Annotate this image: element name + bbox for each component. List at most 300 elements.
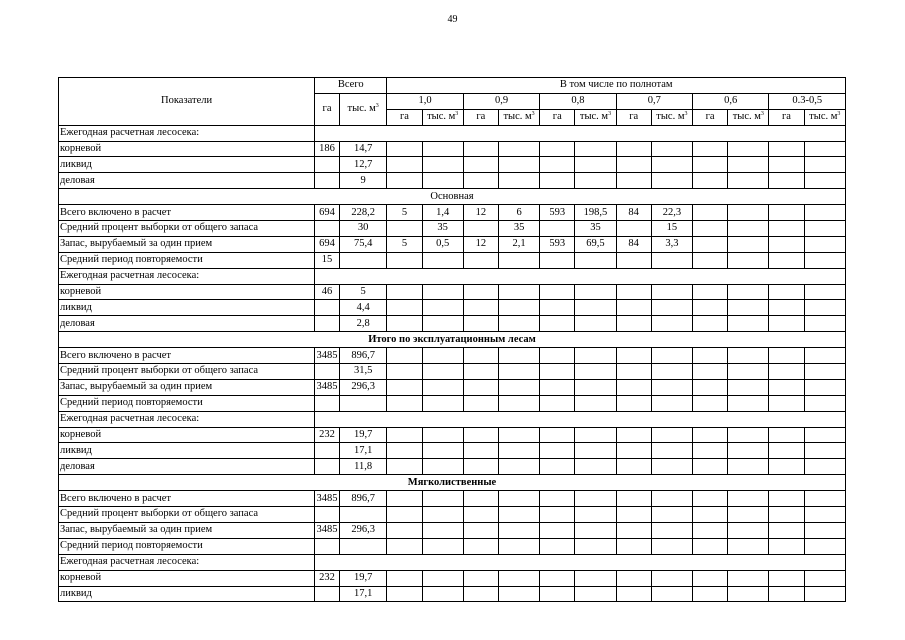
table-cell bbox=[315, 157, 340, 173]
row-label: ликвид bbox=[59, 300, 315, 316]
table-cell bbox=[422, 157, 463, 173]
table-cell bbox=[463, 507, 498, 523]
table-cell bbox=[769, 252, 804, 268]
page-number: 49 bbox=[447, 14, 458, 25]
table-cell bbox=[463, 284, 498, 300]
table-cell bbox=[693, 570, 728, 586]
density-ha-header: га bbox=[616, 109, 651, 125]
table-cell bbox=[616, 507, 651, 523]
table-row bbox=[59, 348, 846, 364]
table-cell bbox=[387, 443, 422, 459]
row-label: ликвид bbox=[59, 586, 315, 602]
table-cell bbox=[693, 141, 728, 157]
table-cell bbox=[463, 348, 498, 364]
table-cell bbox=[616, 157, 651, 173]
table-cell bbox=[693, 427, 728, 443]
table-cell bbox=[422, 443, 463, 459]
table-cell bbox=[575, 348, 616, 364]
table-cell: 30 bbox=[339, 221, 387, 237]
table-cell bbox=[769, 427, 804, 443]
table-cell bbox=[575, 252, 616, 268]
density-m3-header: тыс. $м^3$ bbox=[728, 109, 769, 125]
table-cell bbox=[463, 586, 498, 602]
table-cell bbox=[463, 538, 498, 554]
table-cell: 296,3 bbox=[339, 522, 387, 538]
table-cell bbox=[728, 522, 769, 538]
table-cell bbox=[616, 348, 651, 364]
table-cell bbox=[575, 443, 616, 459]
row-label: Всего включено в расчет bbox=[59, 491, 315, 507]
table-cell bbox=[651, 157, 692, 173]
table-cell bbox=[769, 507, 804, 523]
table-cell bbox=[498, 491, 539, 507]
table-cell bbox=[575, 586, 616, 602]
table-cell bbox=[315, 300, 340, 316]
table-cell bbox=[651, 538, 692, 554]
table-row bbox=[59, 522, 846, 538]
table-cell bbox=[804, 284, 845, 300]
table-row bbox=[59, 284, 846, 300]
table-cell bbox=[728, 252, 769, 268]
density-m3-header: тыс. $м^3$ bbox=[498, 109, 539, 125]
table-cell bbox=[498, 173, 539, 189]
table-cell bbox=[422, 141, 463, 157]
table-cell bbox=[339, 395, 387, 411]
row-label: Средний период повторяемости bbox=[59, 252, 315, 268]
table-cell bbox=[498, 157, 539, 173]
table-header bbox=[59, 78, 846, 126]
table-cell bbox=[540, 221, 575, 237]
table-cell bbox=[651, 586, 692, 602]
table-row bbox=[59, 507, 846, 523]
table-cell: 17,1 bbox=[339, 586, 387, 602]
table-cell bbox=[804, 538, 845, 554]
table-body bbox=[59, 125, 846, 602]
table-cell bbox=[693, 173, 728, 189]
table-row bbox=[59, 252, 846, 268]
table-cell bbox=[540, 284, 575, 300]
table-cell: 9 bbox=[339, 173, 387, 189]
table-cell bbox=[728, 300, 769, 316]
table-cell bbox=[540, 141, 575, 157]
table-cell bbox=[498, 427, 539, 443]
table-cell bbox=[387, 427, 422, 443]
table-row bbox=[59, 268, 846, 284]
table-cell bbox=[315, 443, 340, 459]
table-cell bbox=[387, 364, 422, 380]
table-cell bbox=[616, 427, 651, 443]
table-cell bbox=[728, 364, 769, 380]
table-cell: 3,3 bbox=[651, 236, 692, 252]
table-cell bbox=[339, 252, 387, 268]
table-cell: 3485 bbox=[315, 348, 340, 364]
row-label: деловая bbox=[59, 173, 315, 189]
table-cell: 186 bbox=[315, 141, 340, 157]
table-cell bbox=[769, 395, 804, 411]
table-cell bbox=[728, 348, 769, 364]
table-cell bbox=[422, 379, 463, 395]
table-cell bbox=[693, 364, 728, 380]
row-label: Запас, вырубаемый за один прием bbox=[59, 522, 315, 538]
table-cell: 3485 bbox=[315, 379, 340, 395]
table-cell bbox=[575, 538, 616, 554]
table-cell bbox=[540, 538, 575, 554]
table-cell bbox=[463, 459, 498, 475]
density-group-header: 0,6 bbox=[693, 93, 769, 109]
table-cell bbox=[616, 221, 651, 237]
table-cell bbox=[498, 538, 539, 554]
table-cell bbox=[575, 141, 616, 157]
table-cell bbox=[463, 427, 498, 443]
table-cell bbox=[422, 395, 463, 411]
table-cell bbox=[387, 459, 422, 475]
table-cell bbox=[315, 173, 340, 189]
table-cell bbox=[693, 443, 728, 459]
table-cell: 17,1 bbox=[339, 443, 387, 459]
table-cell bbox=[575, 364, 616, 380]
table-cell bbox=[616, 252, 651, 268]
table-cell bbox=[769, 379, 804, 395]
table-cell bbox=[616, 443, 651, 459]
table-cell bbox=[769, 586, 804, 602]
table-cell bbox=[315, 221, 340, 237]
table-cell bbox=[769, 570, 804, 586]
section-title: Мягколиственные bbox=[59, 475, 846, 491]
table-cell bbox=[463, 443, 498, 459]
table-cell: 5 bbox=[339, 284, 387, 300]
table-cell bbox=[728, 221, 769, 237]
table-cell bbox=[498, 570, 539, 586]
table-cell bbox=[387, 522, 422, 538]
total-ha-header: га bbox=[315, 93, 340, 125]
table-cell bbox=[728, 173, 769, 189]
table-cell bbox=[769, 141, 804, 157]
table-cell: 232 bbox=[315, 570, 340, 586]
table-cell bbox=[728, 491, 769, 507]
density-m3-header: тыс. $м^3$ bbox=[651, 109, 692, 125]
table-cell: 593 bbox=[540, 205, 575, 221]
table-cell bbox=[387, 173, 422, 189]
table-cell bbox=[463, 252, 498, 268]
table-cell bbox=[339, 538, 387, 554]
table-cell bbox=[804, 395, 845, 411]
row-label: корневой bbox=[59, 570, 315, 586]
table-cell bbox=[693, 221, 728, 237]
table-cell bbox=[315, 538, 340, 554]
table-cell bbox=[315, 364, 340, 380]
table-cell bbox=[540, 364, 575, 380]
table-cell bbox=[387, 586, 422, 602]
indicators-header: Показатели bbox=[59, 78, 315, 126]
table-cell bbox=[540, 427, 575, 443]
table-cell bbox=[804, 252, 845, 268]
table-row bbox=[59, 221, 846, 237]
table-cell bbox=[422, 522, 463, 538]
table-cell: 15 bbox=[315, 252, 340, 268]
table-cell bbox=[498, 141, 539, 157]
row-label: корневой bbox=[59, 427, 315, 443]
table-cell bbox=[498, 443, 539, 459]
table-cell: 593 bbox=[540, 236, 575, 252]
density-ha-header: га bbox=[769, 109, 804, 125]
density-m3-header: тыс. $м^3$ bbox=[422, 109, 463, 125]
table-cell bbox=[693, 395, 728, 411]
table-cell: 896,7 bbox=[339, 491, 387, 507]
table-cell: 232 bbox=[315, 427, 340, 443]
density-group-header: 1,0 bbox=[387, 93, 463, 109]
table-cell: 84 bbox=[616, 236, 651, 252]
table-cell bbox=[575, 379, 616, 395]
table-cell bbox=[769, 316, 804, 332]
table-cell bbox=[804, 205, 845, 221]
table-cell: 694 bbox=[315, 236, 340, 252]
table-cell bbox=[540, 348, 575, 364]
table-cell: 4,4 bbox=[339, 300, 387, 316]
row-label: деловая bbox=[59, 316, 315, 332]
table-cell bbox=[769, 205, 804, 221]
row-label: деловая bbox=[59, 459, 315, 475]
table-cell: 6 bbox=[498, 205, 539, 221]
table-cell bbox=[693, 157, 728, 173]
table-cell bbox=[463, 157, 498, 173]
table-cell bbox=[651, 348, 692, 364]
table-cell bbox=[651, 364, 692, 380]
table-cell bbox=[616, 538, 651, 554]
table-row bbox=[59, 364, 846, 380]
table-cell bbox=[693, 586, 728, 602]
table-row bbox=[59, 173, 846, 189]
table-row bbox=[59, 570, 846, 586]
table-cell bbox=[651, 570, 692, 586]
table-cell bbox=[728, 157, 769, 173]
table-cell bbox=[463, 221, 498, 237]
table-cell bbox=[315, 395, 340, 411]
table-cell bbox=[498, 507, 539, 523]
table-cell: 2,1 bbox=[498, 236, 539, 252]
table-row bbox=[59, 316, 846, 332]
density-group-header: 0,8 bbox=[540, 93, 616, 109]
table-cell bbox=[575, 427, 616, 443]
table-cell bbox=[498, 300, 539, 316]
table-cell bbox=[339, 507, 387, 523]
table-cell bbox=[540, 395, 575, 411]
table-cell bbox=[804, 459, 845, 475]
table-cell bbox=[540, 491, 575, 507]
table-cell bbox=[463, 316, 498, 332]
table-cell bbox=[387, 221, 422, 237]
table-row bbox=[59, 395, 846, 411]
table-cell bbox=[422, 284, 463, 300]
table-cell bbox=[575, 570, 616, 586]
table-cell bbox=[728, 284, 769, 300]
table-cell bbox=[728, 443, 769, 459]
table-cell: 0,5 bbox=[422, 236, 463, 252]
table-cell bbox=[693, 252, 728, 268]
table-cell bbox=[616, 364, 651, 380]
table-cell bbox=[540, 586, 575, 602]
row-label: Средний процент выборки от общего запаса bbox=[59, 221, 315, 237]
table-cell bbox=[616, 395, 651, 411]
table-cell bbox=[498, 379, 539, 395]
table-cell bbox=[422, 173, 463, 189]
row-label: Средний процент выборки от общего запаса bbox=[59, 364, 315, 380]
table-cell bbox=[651, 427, 692, 443]
table-row bbox=[59, 236, 846, 252]
table-cell bbox=[616, 459, 651, 475]
table-cell: 35 bbox=[422, 221, 463, 237]
merged-empty-cell bbox=[315, 125, 846, 141]
table-cell bbox=[769, 173, 804, 189]
table-cell bbox=[769, 236, 804, 252]
table-cell bbox=[387, 395, 422, 411]
table-cell bbox=[651, 316, 692, 332]
table-cell: 12 bbox=[463, 236, 498, 252]
table-cell bbox=[693, 459, 728, 475]
table-cell bbox=[422, 348, 463, 364]
row-label: корневой bbox=[59, 284, 315, 300]
table-cell bbox=[387, 316, 422, 332]
table-cell: 14,7 bbox=[339, 141, 387, 157]
table-cell bbox=[463, 522, 498, 538]
table-cell bbox=[575, 300, 616, 316]
table-cell bbox=[387, 379, 422, 395]
table-cell bbox=[728, 236, 769, 252]
table-cell bbox=[498, 348, 539, 364]
table-cell bbox=[315, 459, 340, 475]
section-row bbox=[59, 189, 846, 205]
table-row bbox=[59, 491, 846, 507]
table-cell bbox=[651, 141, 692, 157]
table-cell bbox=[387, 284, 422, 300]
table-cell bbox=[804, 141, 845, 157]
table-cell bbox=[769, 522, 804, 538]
table-cell bbox=[769, 491, 804, 507]
table-cell bbox=[651, 395, 692, 411]
table-cell bbox=[804, 443, 845, 459]
table-cell bbox=[769, 538, 804, 554]
table-cell bbox=[498, 586, 539, 602]
table-cell bbox=[422, 491, 463, 507]
table-cell bbox=[804, 491, 845, 507]
table-row bbox=[59, 459, 846, 475]
table-cell bbox=[387, 507, 422, 523]
table-cell bbox=[728, 586, 769, 602]
density-ha-header: га bbox=[693, 109, 728, 125]
table-cell bbox=[463, 570, 498, 586]
table-cell bbox=[651, 252, 692, 268]
table-cell: 84 bbox=[616, 205, 651, 221]
table-row bbox=[59, 157, 846, 173]
section-row bbox=[59, 475, 846, 491]
table-cell bbox=[575, 316, 616, 332]
table-cell bbox=[728, 379, 769, 395]
table-cell bbox=[693, 538, 728, 554]
table-cell bbox=[804, 570, 845, 586]
table-cell bbox=[463, 491, 498, 507]
table-cell bbox=[575, 173, 616, 189]
table-cell: 3485 bbox=[315, 491, 340, 507]
table-cell bbox=[804, 364, 845, 380]
row-label: Запас, вырубаемый за один прием bbox=[59, 236, 315, 252]
table-cell bbox=[616, 379, 651, 395]
table-cell: 228,2 bbox=[339, 205, 387, 221]
table-cell bbox=[540, 459, 575, 475]
table-cell bbox=[693, 348, 728, 364]
table-cell bbox=[651, 284, 692, 300]
table-cell: 31,5 bbox=[339, 364, 387, 380]
table-cell bbox=[651, 173, 692, 189]
density-ha-header: га bbox=[387, 109, 422, 125]
table-cell bbox=[804, 221, 845, 237]
table-cell bbox=[387, 570, 422, 586]
table-cell bbox=[651, 379, 692, 395]
table-cell bbox=[387, 491, 422, 507]
table-cell bbox=[575, 491, 616, 507]
merged-empty-cell bbox=[315, 411, 846, 427]
table-cell bbox=[651, 443, 692, 459]
table-cell bbox=[769, 443, 804, 459]
table-cell: 35 bbox=[575, 221, 616, 237]
table-cell bbox=[651, 491, 692, 507]
table-cell bbox=[540, 316, 575, 332]
density-m3-header: тыс. $м^3$ bbox=[804, 109, 845, 125]
table-row bbox=[59, 141, 846, 157]
row-label: Ежегодная расчетная лесосека: bbox=[59, 268, 315, 284]
table-cell bbox=[651, 300, 692, 316]
table-cell bbox=[693, 491, 728, 507]
table-cell bbox=[728, 205, 769, 221]
table-cell: 5 bbox=[387, 236, 422, 252]
table-row bbox=[59, 205, 846, 221]
table-row bbox=[59, 300, 846, 316]
table-cell bbox=[616, 284, 651, 300]
table-cell bbox=[728, 141, 769, 157]
section-row bbox=[59, 332, 846, 348]
merged-empty-cell bbox=[315, 268, 846, 284]
table-cell bbox=[575, 507, 616, 523]
section-title: Основная bbox=[59, 189, 846, 205]
table-cell: 12,7 bbox=[339, 157, 387, 173]
table-cell bbox=[463, 141, 498, 157]
table-cell bbox=[540, 570, 575, 586]
section-title: Итого по эксплуатационным лесам bbox=[59, 332, 846, 348]
table-cell bbox=[387, 538, 422, 554]
density-ha-header: га bbox=[540, 109, 575, 125]
table-cell bbox=[463, 379, 498, 395]
table-cell bbox=[693, 316, 728, 332]
table-cell: 296,3 bbox=[339, 379, 387, 395]
table-cell bbox=[463, 364, 498, 380]
table-cell: 5 bbox=[387, 205, 422, 221]
table-cell bbox=[769, 284, 804, 300]
table-cell bbox=[616, 491, 651, 507]
row-label: корневой bbox=[59, 141, 315, 157]
table-cell: 12 bbox=[463, 205, 498, 221]
table-cell bbox=[616, 570, 651, 586]
table-cell bbox=[804, 348, 845, 364]
table-cell bbox=[498, 364, 539, 380]
table-cell bbox=[769, 459, 804, 475]
table-cell bbox=[804, 173, 845, 189]
table-cell: 198,5 bbox=[575, 205, 616, 221]
table-row bbox=[59, 554, 846, 570]
table-cell bbox=[804, 316, 845, 332]
table-cell bbox=[575, 284, 616, 300]
total-header: Всего bbox=[315, 78, 387, 94]
table-cell: 69,5 bbox=[575, 236, 616, 252]
row-label: Ежегодная расчетная лесосека: bbox=[59, 411, 315, 427]
table-cell bbox=[728, 459, 769, 475]
